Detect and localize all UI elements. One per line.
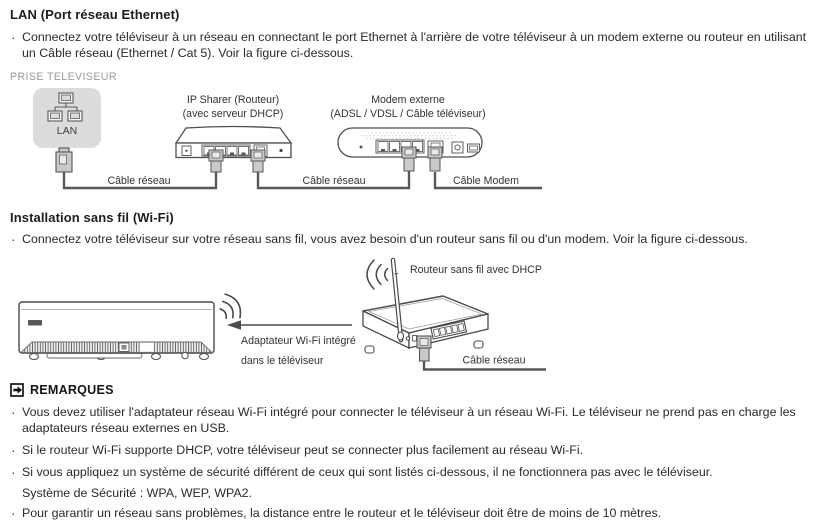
- bullet-dot: ·: [11, 464, 16, 480]
- boxed-arrow-icon: [10, 383, 24, 397]
- adapter-label-line2: dans le téléviseur: [241, 355, 324, 367]
- ip-sharer-label-line2: (avec serveur DHCP): [182, 108, 284, 120]
- note-item: [10, 505, 828, 521]
- note-item: [10, 464, 828, 480]
- bullet-dot: ·: [11, 442, 16, 458]
- wireless-router-label: Routeur sans fil avec DHCP: [410, 264, 542, 276]
- wifi-paragraph-text: Connectez votre téléviseur sur votre réseau sans fil, vous avez besoin d'un routeur sans fil ou d'un modem. Voir la figure ci-dessous.: [22, 232, 748, 246]
- bullet-dot: ·: [11, 29, 16, 45]
- wireless-router: [363, 260, 546, 370]
- modem-label-line1: Modem externe: [371, 94, 445, 106]
- left-arrow: [227, 320, 352, 330]
- lan-port-label: LAN: [56, 125, 78, 137]
- tv-lan-port-box: [33, 88, 101, 148]
- lan-section-paragraph: [10, 29, 812, 61]
- wifi-diagram: [0, 252, 560, 387]
- bullet-dot: ·: [11, 231, 16, 247]
- notes-header: [10, 383, 114, 397]
- rj45-plug-icon: [56, 148, 72, 172]
- note-item: [10, 442, 828, 458]
- modem-label-line2: (ADSL / VDSL / Câble téléviseur): [330, 108, 486, 120]
- note-text: Si vous appliquez un système de sécurité différent de ceux qui sont listés ci-dessous, il ne fonctionnera pas avec le téléviseur.: [22, 465, 713, 479]
- note-subtext: Système de Sécurité : WPA, WEP, WPA2.: [22, 486, 252, 500]
- notes-list: [10, 404, 828, 521]
- lan-wiring-diagram: [0, 85, 560, 201]
- note-text: Vous devez utiliser l'adaptateur réseau Wi-Fi intégré pour connecter le téléviseur à un réseau Wi-Fi. Le téléviseur ne prend pas en charge les adaptateurs réseau externes en USB.: [22, 405, 796, 435]
- note-text: Si le routeur Wi-Fi supporte DHCP, votre téléviseur peut se connecter plus facilement au réseau Wi-Fi.: [22, 443, 584, 457]
- prise-televiseur-label: PRISE TELEVISEUR: [10, 71, 117, 83]
- tv-device: [19, 302, 214, 360]
- wifi-section-paragraph: [10, 231, 812, 247]
- bullet-dot: ·: [11, 404, 16, 420]
- ip-sharer-router: [176, 127, 291, 158]
- wifi-cable-label: Câble réseau: [462, 354, 526, 367]
- wifi-section-title: Installation sans fil (Wi-Fi): [10, 210, 174, 225]
- ip-sharer-label-line1: IP Sharer (Routeur): [186, 94, 280, 106]
- cable-label-1: Câble réseau: [107, 175, 171, 187]
- note-text: Pour garantir un réseau sans problèmes, la distance entre le routeur et le téléviseur doit être de moins de 10 mètres.: [22, 506, 662, 520]
- adapter-label-line1: Adaptateur Wi-Fi intégré: [241, 335, 356, 347]
- cable-label-3: Câble Modem: [453, 175, 519, 187]
- bullet-dot: ·: [11, 505, 16, 521]
- cable-label-2: Câble réseau: [302, 175, 366, 187]
- wifi-waves-icon: [215, 291, 245, 324]
- rj45-plug-icon: [417, 336, 431, 361]
- lan-paragraph-text: Connectez votre téléviseur à un réseau en connectant le port Ethernet à l'arrière de votre téléviseur à un modem externe ou routeur en utilisant un Câble réseau (Ethernet / Cat 5). Voir la figure ci-dessous.: [22, 30, 807, 60]
- lan-section-title: LAN (Port réseau Ethernet): [10, 7, 180, 22]
- note-item: [10, 404, 828, 436]
- wifi-waves-icon: [367, 260, 388, 289]
- notes-title: REMARQUES: [30, 383, 114, 397]
